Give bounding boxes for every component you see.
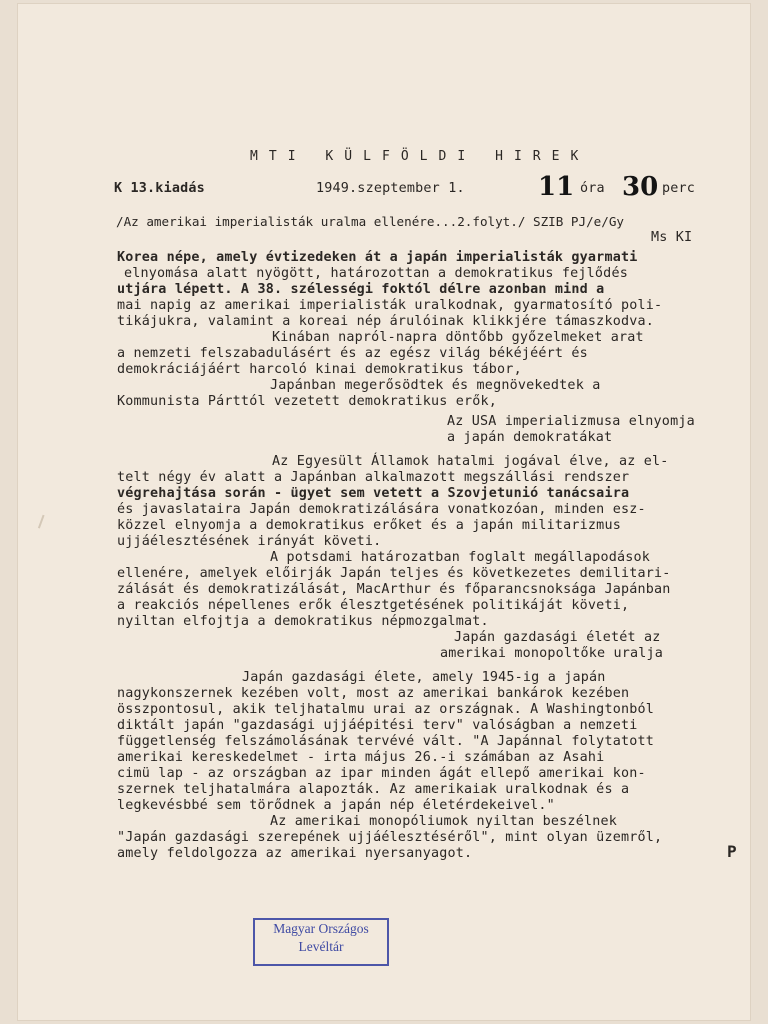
body-line: amerikai kereskedelmet - irta május 26.-i számában az Asahi [117,750,605,765]
body-line: Kommunista Párttól vezetett demokratikus erők, [117,394,498,409]
subheading: Az USA imperializmusa elnyomja [447,414,695,429]
body-line: elnyomása alatt nyögött, határozottan a demokratikus fejlődés [124,266,628,281]
subject-line: /Az amerikai imperialisták uralma ellenére...2.folyt./ SZIB PJ/e/Gy [116,214,624,229]
body-line: Japán gazdasági élete, amely 1945-ig a japán [242,670,606,685]
body-line: legkevésbbé sem törődnek a japán nép életérdekeivel." [117,798,555,813]
body-line: ujjáélesztésének irányát követi. [117,534,382,549]
handwritten-hour: 11 [538,172,575,202]
body-line: mai napig az amerikai imperialisták uralkodnak, gyarmatosító poli- [117,298,663,313]
stamp-line-1: Magyar Országos [273,921,369,936]
body-line: és javaslataira Japán demokratizálására vonatkozóan, minden esz- [117,502,646,517]
body-line: "Japán gazdasági szerepének ujjáélesztéséről", mint olyan üzemről, [117,830,663,845]
body-line: összpontosul, akik teljhatalmu urai az országnak. A Washingtonból [117,702,655,717]
body-line: demokráciájáért harcoló kinai demokratikus tábor, [117,362,522,377]
minute-word: perc [662,181,696,196]
body-line: függetlenség felszámolásának tervévé vált. "A Japánnal folytatott [117,734,655,749]
edition-number: K 13.kiadás [114,181,205,196]
subheading: amerikai monopoltőke uralja [440,646,664,661]
body-line: telt négy év alatt a Japánban alkalmazott megszállási rendszer [117,470,630,485]
stamp-line-2: Levéltár [298,939,344,954]
body-line: diktált japán "gazdasági ujjáépitési terv" valóságban a nemzeti [117,718,638,733]
body-line: közzel elnyomja a demokratikus erőket és a japán militarizmus [117,518,621,533]
body-line: cimü lap - az országban az ipar minden ágát ellepő amerikai kon- [117,766,646,781]
date: 1949.szeptember 1. [316,181,465,196]
body-line: nyiltan elfojtja a demokratikus népmozgalmat. [117,614,489,629]
body-line: Japánban megerősödtek és megnövekedtek a [270,378,601,393]
body-line: utjára lépett. A 38. szélességi foktól délre azonban mind a [117,282,605,297]
handwritten-minute: 30 [622,172,659,202]
body-line: A potsdami határozatban foglalt megállapodások [270,550,651,565]
body-line: Az Egyesült Államok hatalmi jogával élve, az el- [272,454,669,469]
body-line: zálását és demokratizálását, MacArthur és főparancsnoksága Japánban [117,582,671,597]
subheading: Japán gazdasági életét az [454,630,661,645]
body-line: Kinában napról-napra döntőbb győzelmeket arat [272,330,644,345]
body-line: amely feldolgozza az amerikai nyersanyagot. [117,846,473,861]
hour-word: óra [580,181,605,196]
page-title: M T I K Ü L F Ö L D I H I R E K [250,149,580,164]
subheading: a japán demokratákat [447,430,613,445]
body-line: végrehajtása során - ügyet sem vetett a Szovjetunió tanácsaira [117,486,630,501]
body-line: a nemzeti felszabadulásért és az egész világ békéjéért és [117,346,588,361]
continuation-mark: P [727,842,737,861]
body-line: nagykonszernek kezében volt, most az amerikai bankárok kezében [117,686,630,701]
body-line: Az amerikai monopóliumok nyiltan beszélnek [270,814,617,829]
body-line: szernek teljhatalmára alapozták. Az amerikaiak uralkodnak és a [117,782,630,797]
archive-stamp [253,918,389,966]
body-line: tikájukra, valamint a koreai nép árulóinak klikkjére támaszkodva. [117,314,655,329]
body-line: ellenére, amelyek előirják Japán teljes és következetes demilitari- [117,566,671,581]
initials: Ms KI [651,230,693,245]
body-line: a reakciós népellenes erők élesztgetésének politikáját követi, [117,598,630,613]
body-line: Korea népe, amely évtizedeken át a japán imperialisták gyarmati [117,250,638,265]
